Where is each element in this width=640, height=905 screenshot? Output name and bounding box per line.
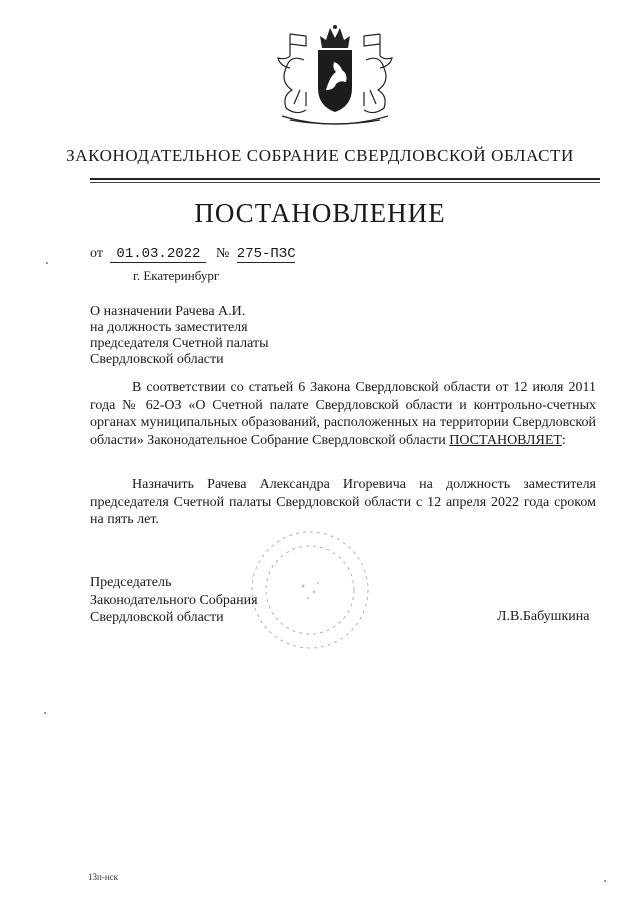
signer-name: Л.В.Бабушкина xyxy=(497,609,590,624)
document-meta-line xyxy=(90,246,295,263)
subject-line: О назначении Рачева А.И. xyxy=(90,304,246,319)
document-subject xyxy=(90,304,269,368)
document-type-title: ПОСТАНОВЛЕНИЕ xyxy=(194,198,446,228)
footer-code: 13п-нск xyxy=(88,872,118,882)
organization-name: ЗАКОНОДАТЕЛЬНОЕ СОБРАНИЕ СВЕРДЛОВСКОЙ ОБЛАСТИ xyxy=(66,146,574,165)
preamble-colon: : xyxy=(561,432,566,448)
signer-title xyxy=(90,574,258,627)
number-prefix: № xyxy=(215,246,230,261)
subject-line: председателя Счетной палаты xyxy=(90,336,269,351)
preamble-text: В соответствии со статьей 6 Закона Свердловской области от 12 июля 2011 года № 62-ОЗ «О Счетной палате Свердловской области и контрольно-счетных органах муниципальных образований, расположенных на территории Свердловской области» Законодательное Собрание Свердловской области xyxy=(90,380,596,448)
document-number: 275-ПЗС xyxy=(236,246,296,262)
subject-line: на должность заместителя xyxy=(90,320,248,335)
scan-speck xyxy=(46,262,48,264)
scan-speck xyxy=(604,880,606,882)
signer-title-line: Свердловской области xyxy=(90,610,224,625)
stamp-seal xyxy=(248,528,372,652)
header-divider-thick xyxy=(90,178,600,180)
preamble-paragraph xyxy=(90,379,596,449)
subject-line: Свердловской области xyxy=(90,352,224,367)
date-prefix: от xyxy=(90,246,103,261)
resolution-paragraph: Назначить Рачева Александра Игоревича на должность заместителя председателя Счетной палаты Свердловской области с 12 апреля 2022 года сроком на пять лет. xyxy=(90,477,596,527)
scan-speck xyxy=(44,712,46,714)
signer-title-line: Председатель xyxy=(90,575,172,590)
document-date: 01.03.2022 xyxy=(110,246,206,263)
coat-of-arms-emblem xyxy=(260,20,410,130)
header-divider-thin xyxy=(90,182,600,183)
signer-title-line: Законодательного Собрания xyxy=(90,592,258,608)
decision-word: ПОСТАНОВЛЯЕТ xyxy=(449,432,562,448)
document-city: г. Екатеринбург xyxy=(133,268,220,283)
